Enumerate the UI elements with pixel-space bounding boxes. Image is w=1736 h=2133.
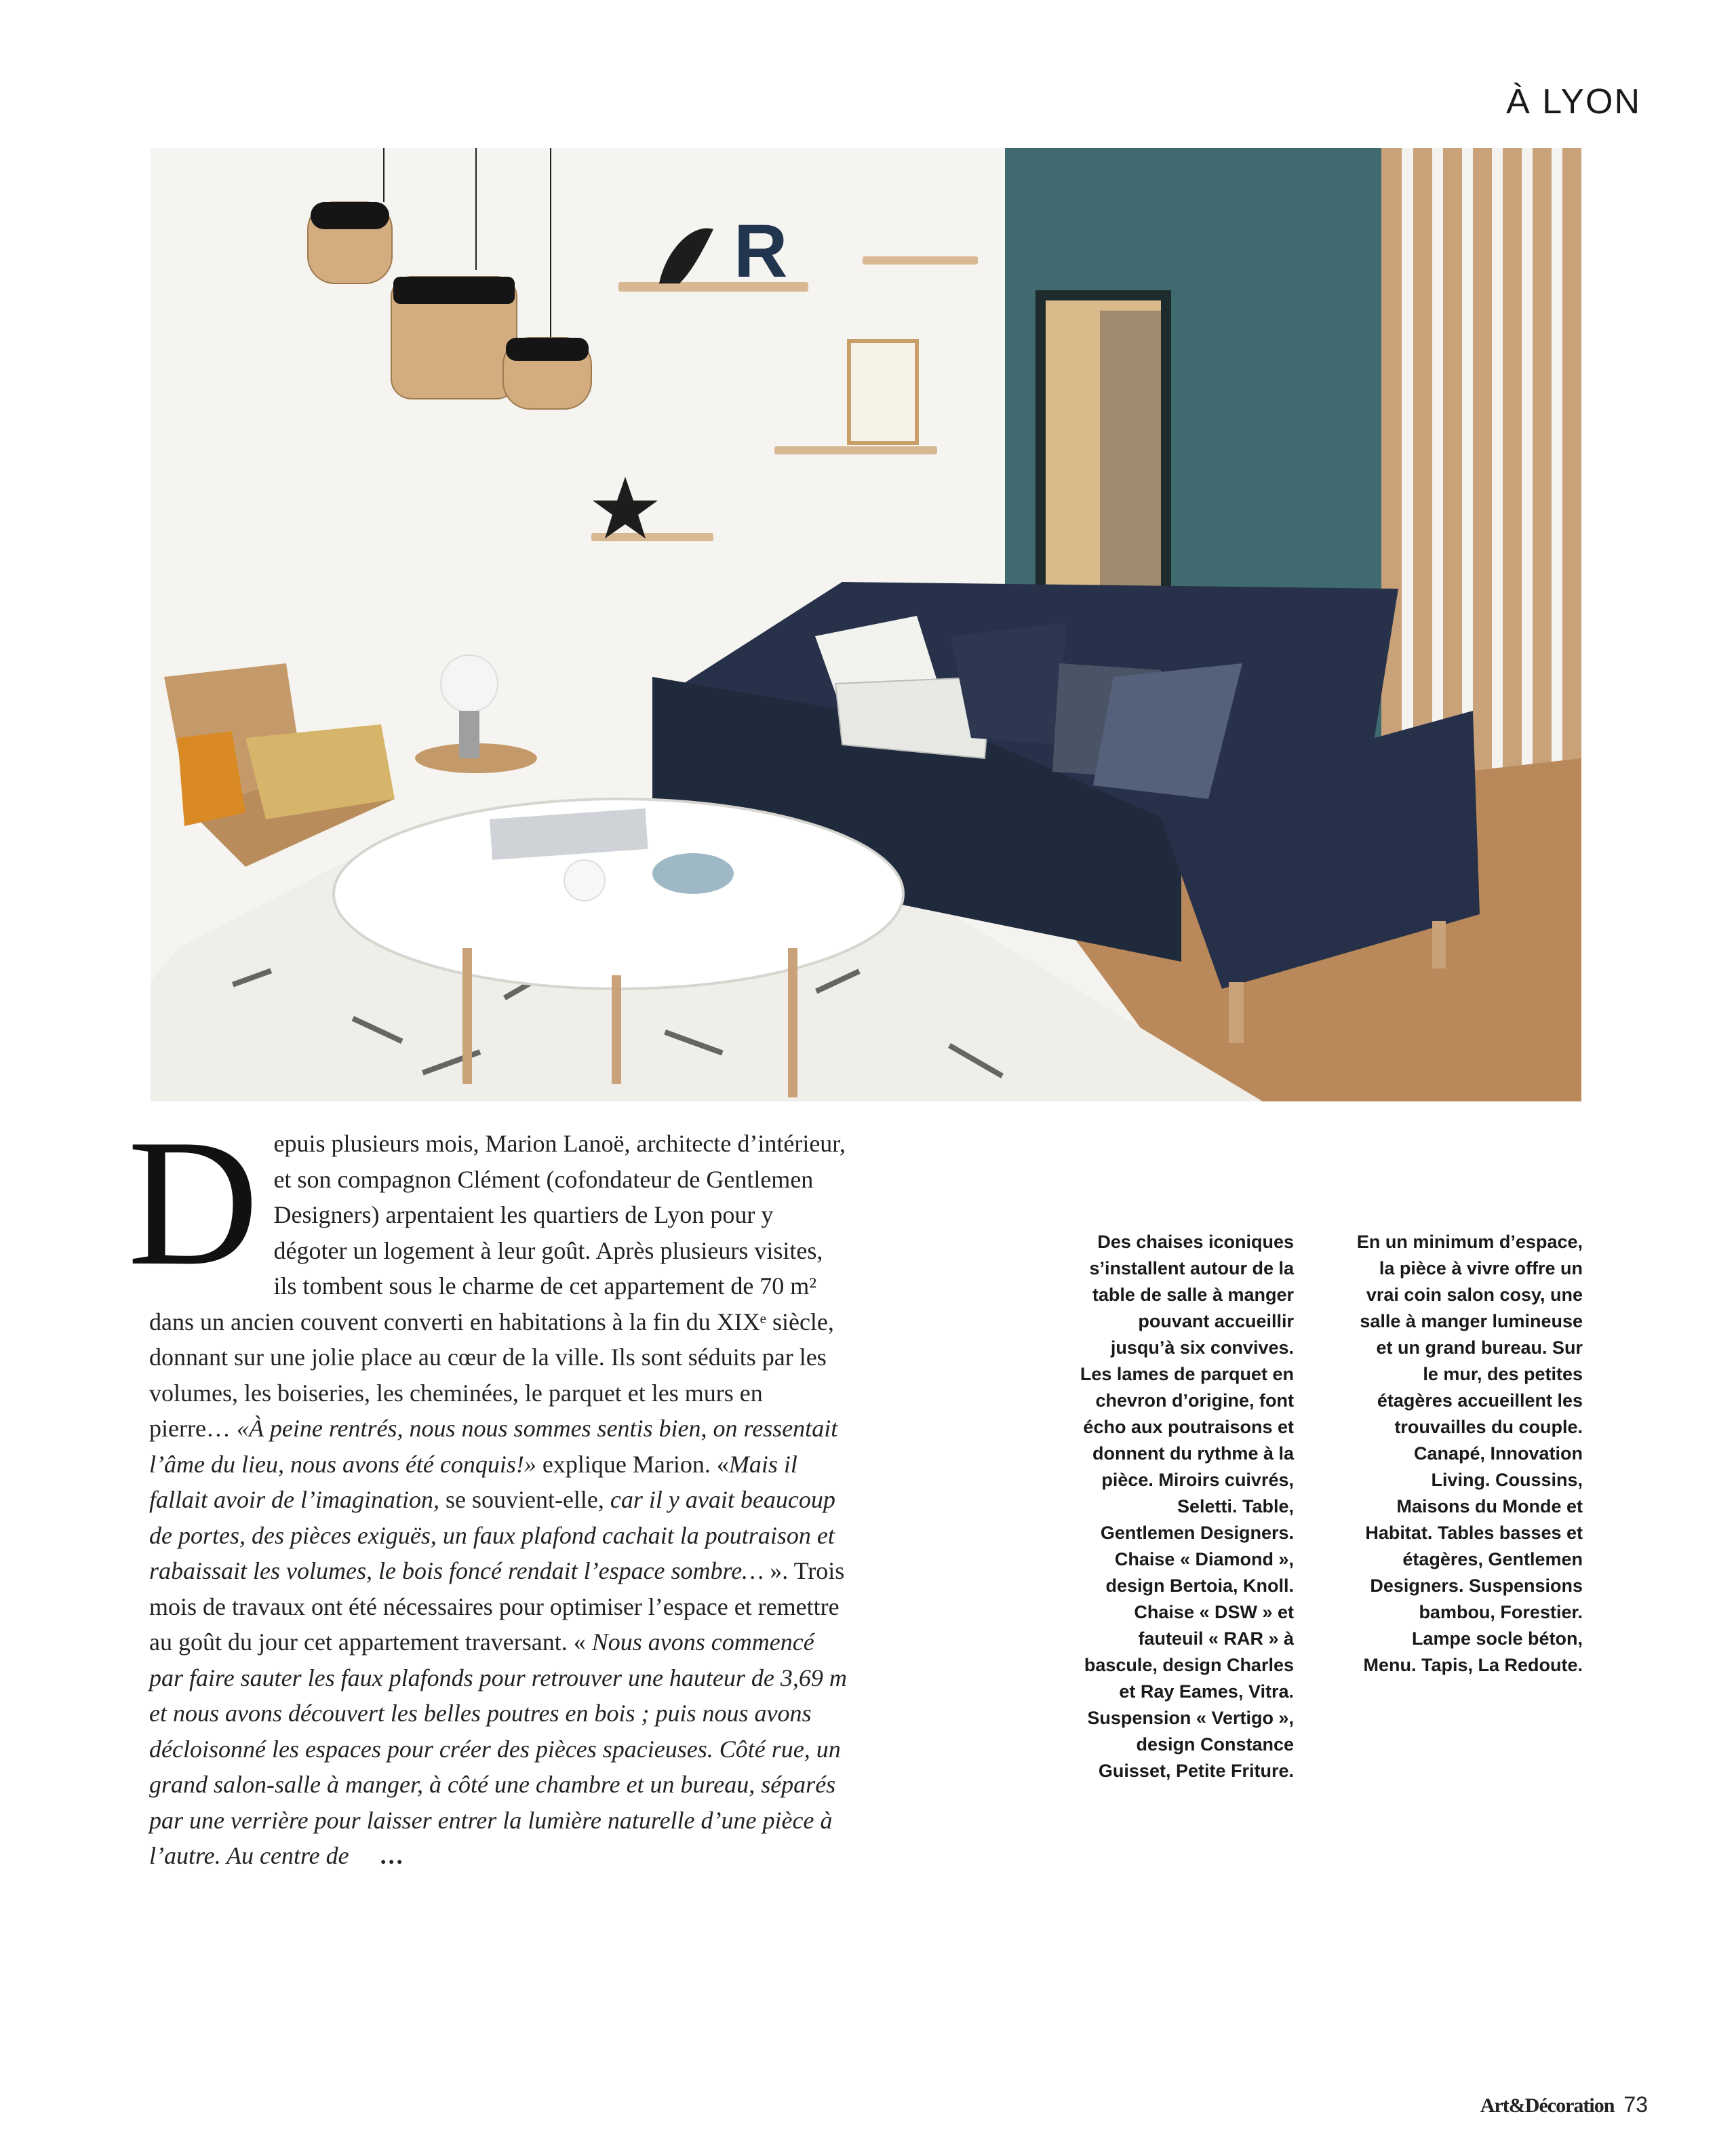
body-quote: Mais il fallait avoir de l’imagination, [149,1450,797,1513]
continuation-mark: ... [380,1842,405,1869]
body-quote: «À peine rentrés, nous nous sommes sentis bien, on ressentait l’âme du lieu, nous avons été conquis!» [149,1415,838,1478]
photo-caption-right: En un minimum d’espace, la pièce à vivre offre un vrai coin salon cosy, une salle à manger lumineuse et un grand bureau. Sur le mur, des petites étagères accueillent les trouvailles du couple. Canapé, Innovation Living. Coussins, Maisons du Monde et Habitat. Tables basses et étagères, Gentlemen Designers. Suspensions bambou, Forestier. Lampe socle béton, Menu. Tapis, La Redoute. [1356,1232,1583,1675]
section-label: À LYON [1506,82,1641,121]
drop-cap: D [127,1101,259,1303]
magazine-logo: Art&Décoration [1480,2094,1615,2117]
body-segment: ». Trois mois de travaux ont été nécessaires pour optimiser l’espace et remettre au goût du jour cet appartement traversant. « [149,1557,845,1656]
body-segment: se souvient-elle, [439,1486,610,1513]
photo-caption-left: Des chaises iconiques s’installent autour de la table de salle à manger pouvant accueillir jusqu’à six convives. Les lames de parquet en chevron d’origine, font écho aux poutraisons et donnent du rythme à la pièce. Miroirs cuivrés, Seletti. Table, Gentlemen Designers. Chaise « Diamond », design Bertoia, Knoll. Chaise « DSW » et fauteuil « RAR » à bascule, design Charles et Ray Eames, Vitra. Suspension « Vertigo », design Constance Guisset, Petite Friture. [1080,1232,1294,1781]
body-segment: epuis plusieurs mois, Marion Lanoë, architecte d’intérieur, et son compagnon Clément (cofondateur de Gentlemen Designers) arpentaient les quartiers de Lyon pour y dégoter un logement à leur goût. Après plusieurs visites, ils tombent sous le charme de cet appartement de 70 m² dans un ancien couvent converti en habitations à la fin du XIXᵉ siècle, donnant sur une jolie place au cœur de la ville. Ils sont séduits par les volumes, les boiseries, les cheminées, le parquet et les murs en pierre… [149,1130,846,1442]
body-quote: car il y avait beaucoup de portes, des pièces exiguës, un faux plafond cachait la poutraison et rabaissait les volumes, le bois foncé rendait l’espace sombre… [149,1486,835,1584]
page-number: 73 [1623,2092,1648,2117]
svg-text:R: R [734,210,788,293]
page-footer [1480,2092,1648,2117]
article-body [127,1101,848,1874]
living-room-photo [151,148,1581,1101]
body-segment: explique Marion. « [536,1450,729,1478]
body-quote: Nous avons commencé par faire sauter les faux plafonds pour retrouver une hauteur de 3,69 m et nous avons découvert les belles poutres en bois ; puis nous avons décloisonné les espaces pour créer des pièces spacieuses. Côté rue, un grand salon-salle à manger, à côté une chambre et un bureau, séparés par une verrière pour laisser entrer la lumière naturelle d’une pièce à l’autre. Au centre de [149,1628,847,1869]
